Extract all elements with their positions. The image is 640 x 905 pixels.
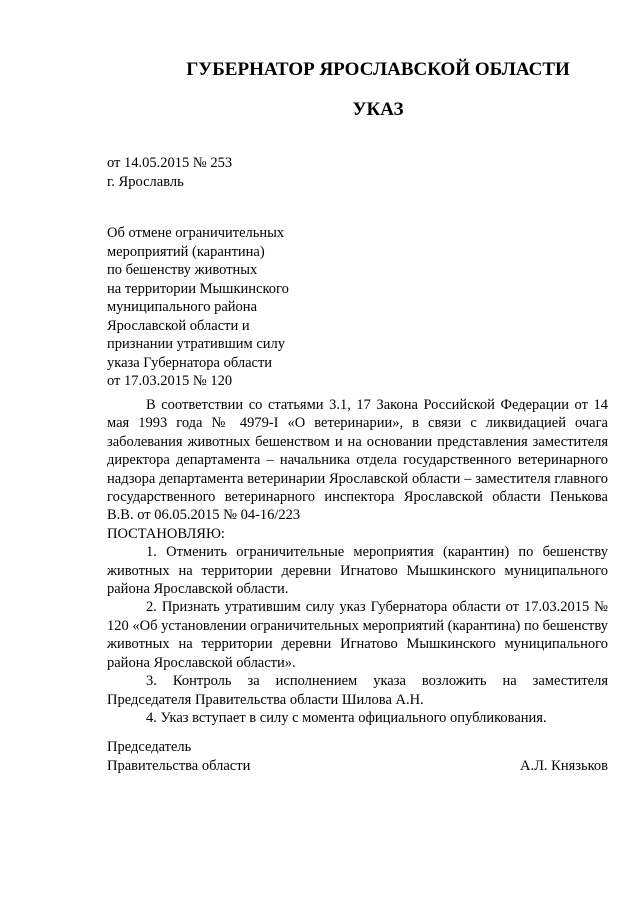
signature-row — [107, 757, 608, 776]
signatory-title-line-1: Председатель — [107, 739, 192, 755]
date-and-number: от 14.05.2015 № 253 — [107, 155, 233, 171]
subject-line: мероприятий (карантина) — [107, 243, 265, 260]
decree-item-3: 3. Контроль за исполнением указа возложить на заместителя Председателя Правительства области Шилова А.Н. — [107, 673, 608, 708]
subject-line: Об отмене ограничительных — [107, 225, 285, 241]
decree-word: ПОСТАНОВЛЯЮ: — [107, 525, 225, 542]
subject-line: на территории Мышкинского — [107, 280, 289, 297]
preamble-paragraph: В соответствии со статьями 3.1, 17 Закона Российской Федерации от 14 мая 1993 года № 4979-I «О ветеринарии», в связи с ликвидацией очага заболевания животных бешенством и на основании представления заместителя директора департамента – начальника отдела государственного ветеринарного надзора департамента ветеринарии Ярославской области – заместителя главного государственного ветеринарного инспектора Ярославской области Пенькова В.В. от 06.05.2015 № 04-16/223 — [107, 397, 608, 524]
subject-line: по бешенству животных — [107, 262, 258, 278]
subject-line: указа Губернатора области — [107, 354, 273, 371]
decree-item-4: 4. Указ вступает в силу с момента официального опубликования. — [146, 709, 547, 726]
document-type: УКАЗ — [352, 99, 404, 120]
subject-line: муниципального района — [107, 299, 257, 315]
signatory-title-line-2: Правительства области — [107, 757, 251, 774]
document-body — [107, 396, 608, 727]
subject-line: от 17.03.2015 № 120 — [107, 373, 233, 389]
decree-item-1: 1. Отменить ограничительные мероприятия (карантин) по бешенству животных на территории деревни Игнатово Мышкинского муниципального района Ярославской области. — [107, 544, 608, 598]
signatory-name: А.Л. Князьков — [519, 757, 608, 774]
signature-block — [107, 738, 608, 775]
document-meta — [107, 154, 232, 191]
subject-line: Ярославской области и — [107, 317, 250, 334]
subject-line: признании утратившим силу — [107, 336, 286, 352]
city: г. Ярославль — [107, 173, 184, 190]
document-subject — [107, 224, 289, 391]
decree-item-2: 2. Признать утратившим силу указ Губернатора области от 17.03.2015 № 120 «Об установлении ограничительных мероприятий (карантина) по бешенству животных на территории деревни Игнатово Мышкинского муниципального района Ярославской области». — [107, 599, 608, 671]
issuing-authority: ГУБЕРНАТОР ЯРОСЛАВСКОЙ ОБЛАСТИ — [186, 59, 570, 80]
